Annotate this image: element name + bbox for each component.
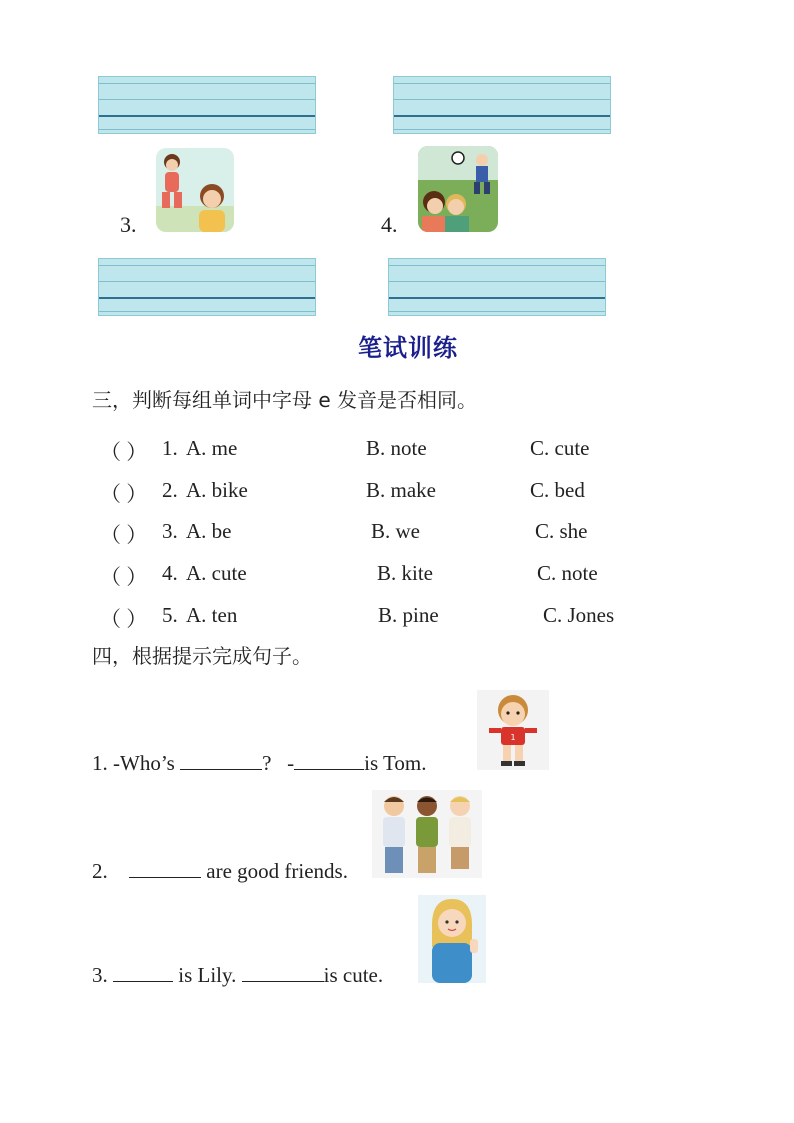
option-b: B. note [366,436,427,460]
sentence-number: 2. [92,859,108,883]
girl-lily-picture [418,895,486,983]
writing-lines-2[interactable] [393,76,611,134]
part3-instruction: 三，判断每组单词中字母 e 发音是否相同。 [92,388,478,412]
question-number: 4. [162,561,178,585]
question-number: 3. [162,519,178,543]
part4-instruction: 四，根据提示完成句子。 [92,644,312,668]
answer-paren[interactable]: （ ） [100,607,148,631]
svg-text:1: 1 [510,733,516,742]
blank-field[interactable] [113,963,173,982]
writing-lines-1[interactable] [98,76,316,134]
sentence-3 [92,963,383,988]
sentence-text: ? - [262,751,295,775]
item-number-3: 3. [120,212,137,237]
option-c: C. note [537,561,598,585]
blank-field[interactable] [242,963,324,982]
blank-field[interactable] [180,751,262,770]
item-number-4: 4. [381,212,398,237]
answer-paren[interactable]: （ ） [100,440,148,464]
sentence-text: -Who’s [113,751,181,775]
sentence-1 [92,751,426,776]
sentence-2 [92,859,348,884]
answer-paren[interactable]: （ ） [100,482,148,506]
question-number: 5. [162,603,178,627]
option-a: A. bike [186,478,248,502]
option-b: B. pine [378,603,439,627]
sentence-text: is Tom. [364,751,427,775]
option-a: A. cute [186,561,247,585]
answer-paren[interactable]: （ ） [100,565,148,589]
sentence-text: are good friends. [206,859,348,883]
option-b: B. we [371,519,420,543]
answer-paren[interactable]: （ ） [100,523,148,547]
section-heading: 笔试训练 [358,334,458,362]
option-c: C. she [535,519,588,543]
boy-tom-picture [477,690,549,770]
kids-playing-football-picture [418,146,498,232]
three-boys-picture [372,790,482,878]
option-c: C. Jones [543,603,615,627]
option-b: B. kite [377,561,433,585]
sentence-text: is cute. [323,963,384,987]
option-c: C. cute [530,436,590,460]
option-c: C. bed [530,478,585,502]
blank-field[interactable] [294,751,364,770]
question-number: 1. [162,436,178,460]
option-a: A. be [186,519,232,543]
sentence-text: is Lily. [173,963,242,987]
sentence-number: 1. [92,751,108,775]
writing-lines-4[interactable] [388,258,606,316]
writing-lines-3[interactable] [98,258,316,316]
girls-waving-picture [156,148,234,232]
option-a: A. me [186,436,238,460]
question-number: 2. [162,478,178,502]
option-b: B. make [366,478,436,502]
sentence-number: 3. [92,963,108,987]
blank-field[interactable] [129,859,201,878]
option-a: A. ten [186,603,238,627]
